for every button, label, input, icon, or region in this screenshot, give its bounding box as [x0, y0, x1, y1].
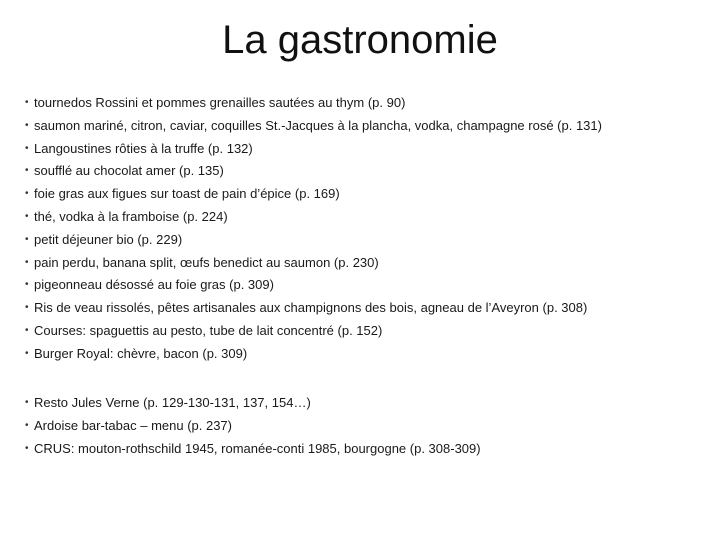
- list-item-text: Langoustines rôties à la truffe (p. 132): [34, 140, 253, 156]
- list-item: [25, 206, 705, 229]
- list-item: [25, 138, 705, 161]
- list-item-text: Courses: spaguettis au pesto, tube de lait concentré (p. 152): [34, 322, 383, 338]
- list-item-text: foie gras aux figues sur toast de pain d’épice (p. 169): [34, 186, 340, 202]
- bullet-icon: •: [25, 256, 29, 268]
- list-item-text: thé, vodka à la framboise (p. 224): [34, 208, 228, 224]
- bullet-icon: •: [25, 142, 29, 154]
- venue-list: [25, 392, 705, 460]
- bullet-icon: •: [25, 397, 29, 408]
- list-item-text: CRUS: mouton-rothschild 1945, romanée-conti 1985, bourgogne (p. 308-309): [34, 440, 481, 456]
- list-item: [25, 297, 705, 320]
- bullet-icon: •: [25, 97, 29, 108]
- list-item-text: pigeonneau désossé au foie gras (p. 309): [34, 277, 274, 293]
- bullet-icon: •: [25, 188, 29, 200]
- bullet-icon: •: [25, 165, 29, 177]
- slide-title: La gastronomie: [222, 18, 498, 62]
- list-item-text: tournedos Rossini et pommes grenailles sautées au thym (p. 90): [34, 95, 406, 110]
- list-item: [25, 183, 705, 206]
- list-item-text: petit déjeuner bio (p. 229): [34, 231, 183, 247]
- list-item-text: saumon mariné, citron, caviar, coquilles St.-Jacques à la plancha, vodka, champagne rosé (p. 131): [34, 117, 602, 133]
- list-item: [25, 274, 705, 297]
- list-item: [25, 343, 705, 366]
- list-item: [25, 438, 705, 461]
- list-item: [25, 160, 705, 183]
- list-item: [25, 92, 705, 115]
- list-item-text: pain perdu, banana split, œufs benedict au saumon (p. 230): [34, 254, 379, 270]
- bullet-icon: •: [25, 279, 29, 291]
- list-item: [25, 320, 705, 343]
- bullet-icon: •: [25, 442, 29, 454]
- list-item: [25, 415, 705, 438]
- bullet-icon: •: [25, 119, 29, 131]
- list-item-text: Ris de veau rissolés, pêtes artisanales aux champignons des bois, agneau de l’Aveyron (p. 308): [34, 300, 588, 316]
- list-item: [25, 229, 705, 252]
- list-item-text: Burger Royal: chèvre, bacon (p. 309): [34, 345, 248, 361]
- list-item: [25, 252, 705, 275]
- dish-list: [25, 92, 705, 366]
- bullet-icon: •: [25, 419, 29, 431]
- list-item-text: Resto Jules Verne (p. 129-130-131, 137, 154…): [34, 395, 311, 410]
- list-item: [25, 115, 705, 138]
- list-item-text: soufflé au chocolat amer (p. 135): [34, 163, 224, 179]
- list-item-text: Ardoise bar-tabac – menu (p. 237): [34, 417, 232, 433]
- bullet-icon: •: [25, 233, 29, 245]
- bullet-icon: •: [25, 347, 29, 359]
- bullet-icon: •: [25, 210, 29, 222]
- bullet-icon: •: [25, 302, 29, 314]
- list-item: [25, 392, 705, 415]
- bullet-icon: •: [25, 324, 29, 336]
